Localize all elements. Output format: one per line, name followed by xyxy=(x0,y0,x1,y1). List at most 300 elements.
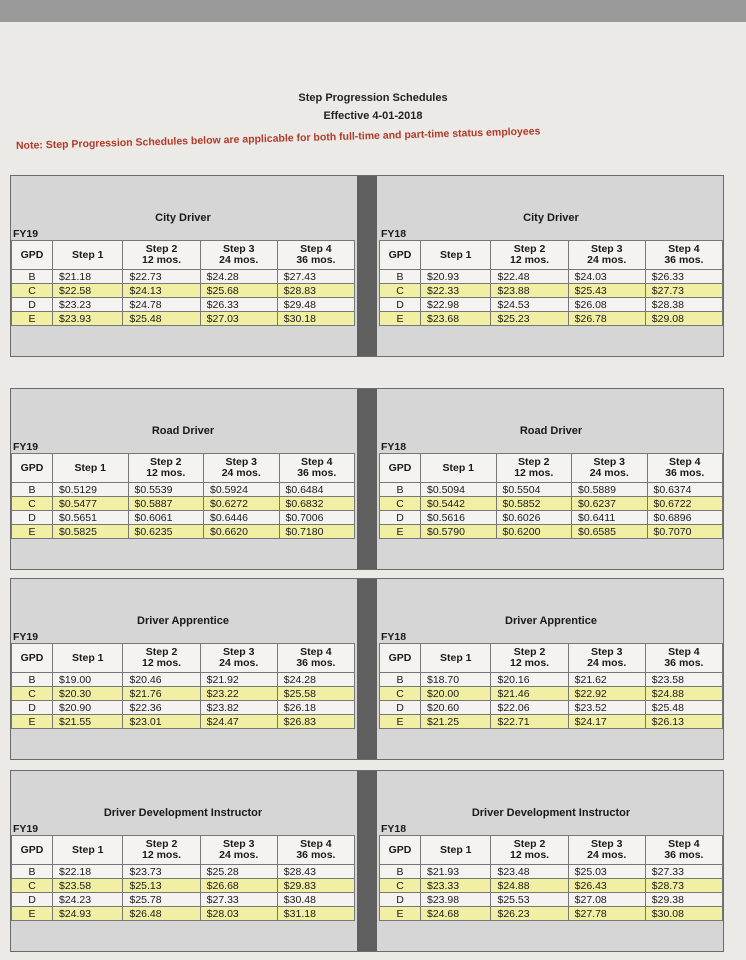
fiscal-year-label: FY19 xyxy=(13,631,39,643)
rate-cell: $22.73 xyxy=(123,270,200,284)
header-row xyxy=(380,836,723,865)
column-header xyxy=(53,836,123,865)
column-header xyxy=(380,836,421,865)
column-header xyxy=(491,836,568,865)
rate-cell: $28.38 xyxy=(645,298,722,312)
rate-cell: $29.08 xyxy=(645,312,722,326)
rate-cell: $25.68 xyxy=(200,284,277,298)
header-row xyxy=(380,644,723,673)
rate-cell: $0.7180 xyxy=(279,525,355,539)
rate-cell: $26.33 xyxy=(645,270,722,284)
table-row xyxy=(380,673,723,687)
header-row xyxy=(380,241,723,270)
rate-cell: $0.6272 xyxy=(204,497,280,511)
column-header xyxy=(200,836,277,865)
column-header-text: Step 2 xyxy=(149,456,182,468)
rate-cell: $0.5539 xyxy=(128,483,204,497)
column-header-text: 24 mos. xyxy=(219,254,259,266)
rate-cell: $0.6235 xyxy=(128,525,204,539)
rate-cell: $24.88 xyxy=(491,879,568,893)
document-page xyxy=(0,22,746,960)
column-header xyxy=(491,241,568,270)
schedule-section xyxy=(10,770,724,952)
gpd-cell: B xyxy=(12,865,53,879)
rate-cell: $0.7070 xyxy=(647,525,723,539)
rate-cell: $25.53 xyxy=(491,893,568,907)
rate-cell: $23.68 xyxy=(421,312,491,326)
column-header xyxy=(645,644,722,673)
column-header-text: 24 mos. xyxy=(587,254,627,266)
table-row xyxy=(12,893,355,907)
rate-cell: $0.5616 xyxy=(421,511,497,525)
rate-cell: $0.5852 xyxy=(496,497,572,511)
rate-cell: $21.92 xyxy=(200,673,277,687)
rate-cell: $27.33 xyxy=(200,893,277,907)
column-header-text: Step 1 xyxy=(439,248,472,261)
column-header xyxy=(491,644,568,673)
gpd-cell: D xyxy=(380,298,421,312)
rate-cell: $21.25 xyxy=(421,715,491,729)
rate-cell: $25.13 xyxy=(123,879,200,893)
gpd-cell: E xyxy=(12,907,53,921)
column-header-text: 24 mos. xyxy=(219,657,259,669)
effective-date: Effective 4-01-2018 xyxy=(323,110,423,122)
rate-cell: $0.6061 xyxy=(128,511,204,525)
rate-cell: $22.48 xyxy=(491,270,568,284)
column-header-text: 24 mos. xyxy=(219,849,259,861)
rate-cell: $26.78 xyxy=(568,312,645,326)
gpd-cell: C xyxy=(12,497,53,511)
rate-cell: $26.18 xyxy=(277,701,354,715)
header-row xyxy=(12,644,355,673)
column-header-text: GPD xyxy=(388,248,412,261)
table-row xyxy=(380,270,723,284)
rate-cell: $28.43 xyxy=(277,865,354,879)
rate-cell: $0.5825 xyxy=(53,525,129,539)
table-row xyxy=(380,312,723,326)
column-header-text: Step 3 xyxy=(590,243,623,255)
column-header-text: Step 1 xyxy=(439,843,472,856)
rate-cell: $24.03 xyxy=(568,270,645,284)
column-header xyxy=(53,241,123,270)
column-header xyxy=(421,454,497,483)
header-row xyxy=(380,454,723,483)
column-header-text: 12 mos. xyxy=(510,657,550,669)
rate-cell: $22.33 xyxy=(421,284,491,298)
schedule-half-left xyxy=(11,176,355,356)
column-header xyxy=(53,644,123,673)
rate-cell: $0.6585 xyxy=(572,525,648,539)
column-header-text: Step 4 xyxy=(668,838,700,850)
column-header-text: 12 mos. xyxy=(142,657,182,669)
column-header-text: GPD xyxy=(20,461,44,474)
column-header xyxy=(123,241,200,270)
column-header-text: GPD xyxy=(388,651,412,664)
column-header-text: Step 1 xyxy=(71,248,104,261)
column-header xyxy=(123,836,200,865)
column-header-text: 12 mos. xyxy=(142,849,182,861)
column-header xyxy=(12,241,53,270)
rate-cell: $27.08 xyxy=(568,893,645,907)
column-header-text: 36 mos. xyxy=(296,657,336,669)
column-header-text: 36 mos. xyxy=(664,849,704,861)
fiscal-year-label: FY18 xyxy=(381,823,407,835)
rate-cell: $25.03 xyxy=(568,865,645,879)
column-header-text: 24 mos. xyxy=(587,849,627,861)
gpd-cell: D xyxy=(12,701,53,715)
table-row xyxy=(12,497,355,511)
gpd-cell: B xyxy=(380,270,421,284)
rate-cell: $21.76 xyxy=(123,687,200,701)
table-row xyxy=(12,312,355,326)
rate-cell: $28.73 xyxy=(645,879,722,893)
table-row xyxy=(380,298,723,312)
section-title: Driver Apprentice xyxy=(505,615,597,627)
rate-cell: $27.33 xyxy=(645,865,722,879)
document-title: Step Progression Schedules xyxy=(298,92,448,104)
column-header xyxy=(421,644,491,673)
rate-cell: $29.38 xyxy=(645,893,722,907)
schedule-table xyxy=(11,453,355,539)
rate-cell: $25.23 xyxy=(491,312,568,326)
rate-cell: $26.13 xyxy=(645,715,722,729)
gpd-cell: C xyxy=(380,497,421,511)
section-title: Driver Development Instructor xyxy=(471,807,631,819)
section-title: Driver Development Instructor xyxy=(103,807,263,819)
rate-cell: $21.62 xyxy=(568,673,645,687)
rate-cell: $0.5477 xyxy=(53,497,129,511)
rate-cell: $0.5442 xyxy=(421,497,497,511)
column-header-text: Step 2 xyxy=(513,646,546,658)
section-title: Driver Apprentice xyxy=(137,615,229,627)
column-header-text: Step 2 xyxy=(513,838,546,850)
column-header-text: GPD xyxy=(388,843,412,856)
column-header xyxy=(277,644,354,673)
rate-cell: $24.13 xyxy=(123,284,200,298)
column-header xyxy=(647,454,723,483)
table-row xyxy=(380,284,723,298)
rate-cell: $23.23 xyxy=(53,298,123,312)
schedule-half-right xyxy=(379,771,723,951)
rate-cell: $30.48 xyxy=(277,893,354,907)
rate-cell: $23.52 xyxy=(568,701,645,715)
rate-cell: $20.30 xyxy=(53,687,123,701)
schedule-section xyxy=(10,578,724,760)
rate-cell: $21.46 xyxy=(491,687,568,701)
rate-cell: $23.82 xyxy=(200,701,277,715)
rate-cell: $26.33 xyxy=(200,298,277,312)
gpd-cell: C xyxy=(380,879,421,893)
rate-cell: $23.58 xyxy=(53,879,123,893)
column-header-text: Step 4 xyxy=(300,243,332,255)
table-row xyxy=(12,865,355,879)
rate-cell: $30.08 xyxy=(645,907,722,921)
column-header xyxy=(204,454,280,483)
column-header-text: 36 mos. xyxy=(664,657,704,669)
gpd-cell: D xyxy=(12,893,53,907)
column-header-text: Step 3 xyxy=(222,646,255,658)
header-row xyxy=(12,454,355,483)
column-header-text: 24 mos. xyxy=(589,467,629,479)
column-header-text: Step 4 xyxy=(668,456,701,468)
column-header xyxy=(277,241,354,270)
column-header-text: 12 mos. xyxy=(142,254,182,266)
column-header xyxy=(123,644,200,673)
table-row xyxy=(380,511,723,525)
table-row xyxy=(380,893,723,907)
table-row xyxy=(12,511,355,525)
section-divider xyxy=(357,579,377,759)
rate-cell: $26.23 xyxy=(491,907,568,921)
rate-cell: $23.48 xyxy=(491,865,568,879)
rate-cell: $25.28 xyxy=(200,865,277,879)
rate-cell: $24.28 xyxy=(277,673,354,687)
rate-cell: $28.83 xyxy=(277,284,354,298)
rate-cell: $23.58 xyxy=(645,673,722,687)
table-row xyxy=(12,284,355,298)
rate-cell: $25.58 xyxy=(277,687,354,701)
column-header xyxy=(568,241,645,270)
column-header xyxy=(12,836,53,865)
rate-cell: $0.5651 xyxy=(53,511,129,525)
schedule-table xyxy=(379,643,723,729)
schedule-table xyxy=(379,453,723,539)
gpd-cell: E xyxy=(12,312,53,326)
rate-cell: $24.68 xyxy=(421,907,491,921)
gpd-cell: C xyxy=(380,284,421,298)
column-header xyxy=(572,454,648,483)
column-header-text: 36 mos. xyxy=(664,254,704,266)
column-header-text: Step 4 xyxy=(300,456,333,468)
rate-cell: $0.5887 xyxy=(128,497,204,511)
fiscal-year-label: FY19 xyxy=(13,228,39,240)
gpd-cell: D xyxy=(380,701,421,715)
rate-cell: $24.47 xyxy=(200,715,277,729)
rate-cell: $22.71 xyxy=(491,715,568,729)
column-header xyxy=(421,836,491,865)
rate-cell: $0.5504 xyxy=(496,483,572,497)
rate-cell: $23.22 xyxy=(200,687,277,701)
column-header xyxy=(277,836,354,865)
rate-cell: $24.23 xyxy=(53,893,123,907)
table-row xyxy=(380,865,723,879)
column-header xyxy=(568,836,645,865)
rate-cell: $27.43 xyxy=(277,270,354,284)
schedule-section xyxy=(10,175,724,357)
applicability-note: Note: Step Progression Schedules below are applicable for both full-time and part-time status employees xyxy=(15,125,541,152)
rate-cell: $22.06 xyxy=(491,701,568,715)
rate-cell: $22.92 xyxy=(568,687,645,701)
rate-cell: $25.43 xyxy=(568,284,645,298)
rate-cell: $23.98 xyxy=(421,893,491,907)
rate-cell: $22.98 xyxy=(421,298,491,312)
fiscal-year-label: FY19 xyxy=(13,441,39,453)
column-header xyxy=(645,836,722,865)
table-row xyxy=(12,701,355,715)
rate-cell: $26.48 xyxy=(123,907,200,921)
table-row xyxy=(380,715,723,729)
gpd-cell: B xyxy=(380,483,421,497)
gpd-cell: B xyxy=(380,865,421,879)
gpd-cell: D xyxy=(12,298,53,312)
gpd-cell: C xyxy=(12,687,53,701)
column-header-text: Step 2 xyxy=(513,243,546,255)
rate-cell: $18.70 xyxy=(421,673,491,687)
table-row xyxy=(12,298,355,312)
table-row xyxy=(380,879,723,893)
table-row xyxy=(12,687,355,701)
column-header-text: Step 1 xyxy=(74,461,106,474)
rate-cell: $0.6026 xyxy=(496,511,572,525)
rate-cell: $0.6620 xyxy=(204,525,280,539)
rate-cell: $0.5790 xyxy=(421,525,497,539)
table-row xyxy=(12,270,355,284)
header-row xyxy=(12,836,355,865)
column-header-text: Step 2 xyxy=(145,646,178,658)
rate-cell: $22.58 xyxy=(53,284,123,298)
section-divider xyxy=(357,771,377,951)
column-header-text: GPD xyxy=(20,651,44,664)
gpd-cell: B xyxy=(12,270,53,284)
column-header-text: Step 4 xyxy=(668,646,700,658)
column-header-text: 36 mos. xyxy=(296,254,336,266)
rate-cell: $0.6722 xyxy=(647,497,723,511)
column-header xyxy=(568,644,645,673)
schedule-half-left xyxy=(11,771,355,951)
column-header-text: Step 1 xyxy=(71,843,104,856)
rate-cell: $0.7006 xyxy=(279,511,355,525)
rate-cell: $22.18 xyxy=(53,865,123,879)
rate-cell: $23.93 xyxy=(53,312,123,326)
table-row xyxy=(380,701,723,715)
table-row xyxy=(380,483,723,497)
gpd-cell: E xyxy=(12,525,53,539)
column-header xyxy=(645,241,722,270)
column-header xyxy=(421,241,491,270)
column-header-text: Step 4 xyxy=(668,243,700,255)
rate-cell: $24.78 xyxy=(123,298,200,312)
fiscal-year-label: FY18 xyxy=(381,631,407,643)
rate-cell: $24.28 xyxy=(200,270,277,284)
column-header-text: Step 1 xyxy=(439,651,472,664)
column-header-text: 12 mos. xyxy=(146,467,186,479)
column-header-text: GPD xyxy=(20,843,44,856)
table-row xyxy=(12,907,355,921)
gpd-cell: E xyxy=(12,715,53,729)
section-title: City Driver xyxy=(523,212,579,224)
schedule-table xyxy=(11,835,355,921)
rate-cell: $20.60 xyxy=(421,701,491,715)
gpd-cell: D xyxy=(380,893,421,907)
rate-cell: $21.55 xyxy=(53,715,123,729)
column-header-text: 12 mos. xyxy=(510,849,550,861)
gpd-cell: E xyxy=(380,907,421,921)
column-header xyxy=(200,241,277,270)
rate-cell: $27.73 xyxy=(645,284,722,298)
table-row xyxy=(380,907,723,921)
gpd-cell: C xyxy=(12,284,53,298)
rate-cell: $24.93 xyxy=(53,907,123,921)
rate-cell: $22.36 xyxy=(123,701,200,715)
fiscal-year-label: FY18 xyxy=(381,441,407,453)
rate-cell: $26.08 xyxy=(568,298,645,312)
rate-cell: $20.93 xyxy=(421,270,491,284)
column-header-text: 12 mos. xyxy=(514,467,554,479)
rate-cell: $0.6832 xyxy=(279,497,355,511)
rate-cell: $0.5924 xyxy=(204,483,280,497)
gpd-cell: D xyxy=(380,511,421,525)
gpd-cell: E xyxy=(380,312,421,326)
rate-cell: $25.48 xyxy=(645,701,722,715)
rate-cell: $0.6446 xyxy=(204,511,280,525)
column-header xyxy=(380,644,421,673)
rate-cell: $31.18 xyxy=(277,907,354,921)
table-row xyxy=(380,497,723,511)
gpd-cell: C xyxy=(380,687,421,701)
schedule-half-right xyxy=(379,579,723,759)
table-row xyxy=(12,483,355,497)
fiscal-year-label: FY18 xyxy=(381,228,407,240)
rate-cell: $0.6200 xyxy=(496,525,572,539)
column-header-text: Step 3 xyxy=(593,456,625,468)
rate-cell: $27.03 xyxy=(200,312,277,326)
rate-cell: $23.01 xyxy=(123,715,200,729)
column-header xyxy=(12,644,53,673)
column-header-text: Step 2 xyxy=(517,456,550,468)
column-header xyxy=(12,454,53,483)
section-title: Road Driver xyxy=(151,425,215,437)
rate-cell: $0.6484 xyxy=(279,483,355,497)
rate-cell: $23.88 xyxy=(491,284,568,298)
rate-cell: $23.73 xyxy=(123,865,200,879)
rate-cell: $25.78 xyxy=(123,893,200,907)
section-title: Road Driver xyxy=(519,425,583,437)
column-header-text: 36 mos. xyxy=(297,467,337,479)
rate-cell: $0.5129 xyxy=(53,483,129,497)
table-row xyxy=(12,673,355,687)
column-header-text: Step 3 xyxy=(225,456,257,468)
rate-cell: $0.6237 xyxy=(572,497,648,511)
fiscal-year-label: FY19 xyxy=(13,823,39,835)
gpd-cell: C xyxy=(12,879,53,893)
gpd-cell: E xyxy=(380,525,421,539)
gpd-cell: D xyxy=(12,511,53,525)
column-header-text: 36 mos. xyxy=(296,849,336,861)
rate-cell: $26.83 xyxy=(277,715,354,729)
rate-cell: $0.5889 xyxy=(572,483,648,497)
gpd-cell: E xyxy=(380,715,421,729)
rate-cell: $24.53 xyxy=(491,298,568,312)
section-title: City Driver xyxy=(155,212,211,224)
rate-cell: $29.48 xyxy=(277,298,354,312)
column-header-text: Step 1 xyxy=(71,651,104,664)
column-header-text: 12 mos. xyxy=(510,254,550,266)
table-row xyxy=(380,525,723,539)
schedule-half-right xyxy=(379,389,723,569)
rate-cell: $29.83 xyxy=(277,879,354,893)
schedule-table xyxy=(379,240,723,326)
rate-cell: $0.6411 xyxy=(572,511,648,525)
column-header xyxy=(496,454,572,483)
table-row xyxy=(12,715,355,729)
column-header-text: Step 2 xyxy=(145,243,178,255)
schedule-section xyxy=(10,388,724,570)
column-header-text: Step 3 xyxy=(590,838,623,850)
gpd-cell: B xyxy=(12,673,53,687)
section-divider xyxy=(357,389,377,569)
rate-cell: $21.18 xyxy=(53,270,123,284)
rate-cell: $21.93 xyxy=(421,865,491,879)
